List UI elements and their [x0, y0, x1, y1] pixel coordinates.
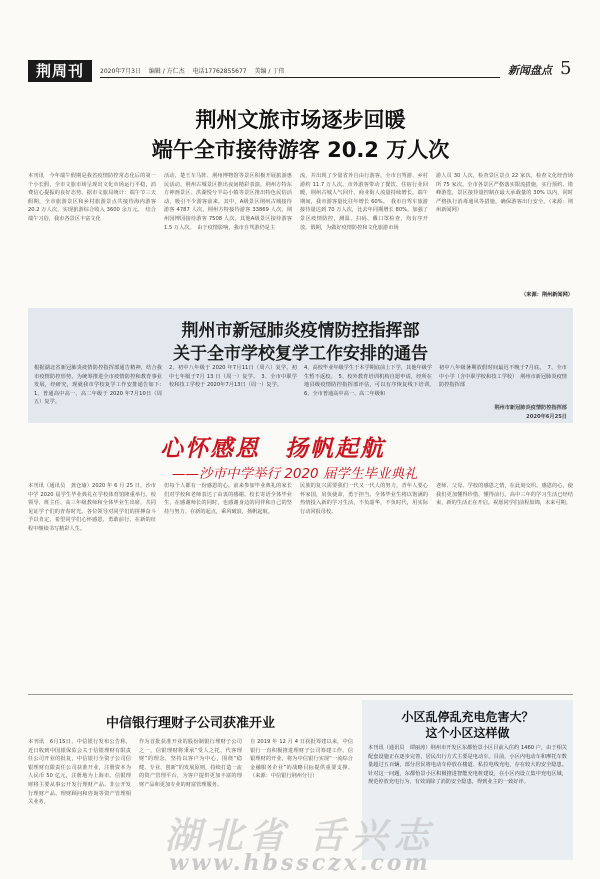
- article-tourism-col4: 游人员 30 人次，检查景区景点 22 家次，检查文化经营场所 75 家次。全市各景区严格落实限流措施，实行预约、错峰游览，景区接待量控制在最大承载量的 30% 以内，同时严格执行消毒通风等措施，确保游客出行安全。（来源：荆州新闻网）: [436, 173, 573, 214]
- article-school-notice: [28, 308, 573, 423]
- watermark-logo: 湖北省 舌兴志: [164, 815, 436, 857]
- citic-col3: 自 2019 年 12 月 4 日获批筹建以来，中信银行一直积极推进理财子公司筹建工作。信银理财的开业，将为中信银行实现“一流综合金融服务企业”的战略目标提供重要支撑。（来源：中信银行荆州分行）: [250, 739, 353, 780]
- graduation-subtitle: ——沙市中学举行 2020 届学生毕业典礼: [172, 466, 418, 482]
- section-name: 新闻盘点: [508, 64, 552, 77]
- graduation-col3: 民族的复兴需要我们一代又一代人的努力，青年人要心怀家国，肩负使命，勇于担当。全体毕业生将以饱满的热情投入新的学习生活，不负韶华，不负时代，用实际行动回报母校。: [300, 483, 428, 515]
- notice-col3: 4、高校毕业年级学生于本学期底前上下学，其他年级学生暂不返校。 5、校外教育培训机构自愿申请，经所在地县级疫情防控指挥部评估，可以有序恢复线下培训。 6、全市普通高中高一、高二年级和: [304, 365, 438, 397]
- watermark-url: www.hbssczx.com: [169, 850, 431, 876]
- page-header: [28, 60, 573, 82]
- graduation-col4: 老师、父母、学校的感恩之情，在此刻交织。感恩的心，使我们更加懂得珍惜，懂得前行。高中三年的学习生活已经结束，新的生活正在开启。祝愿同学们前程似锦，未来可期。: [436, 483, 573, 507]
- graduation-col1: 本刊讯（通讯员 龚仓瑜）2020 年 6 月 25 日，沙市中学 2020 届学生毕业典礼在学校体育馆隆重举行。校领导、班主任、高三年级教师和全体毕业生出席，共同见证学子们的青春时光。各位领导对同学们的拼搏奋斗予以肯定，希望同学们心怀感恩，勇敢前行，在新的征程中继续书写精彩人生。: [28, 483, 156, 532]
- issue-date: 2020年7月3日: [100, 68, 141, 75]
- citic-col2: 作为首批获准开业的股份制银行理财子公司之一，信银理财将秉承“受人之托、代客理财”的理念，坚持以客户为中心，围绕“稳健、专业、创新”的发展原则，持续打造一流的资产管理平台，为客户提供更加丰富的理财产品和更加专业的财富管理服务。: [139, 739, 242, 788]
- header-rule: [100, 77, 500, 78]
- graduation-title: 心怀感恩 扬帆起航: [160, 435, 385, 462]
- graduation-col2: 但每个人都有一份感恩的心。前来参加毕业典礼的家长们对学校和老师表达了由衷的感谢。校长寄语全体毕业生，在感谢师长的同时，也感谢身边的同伴和自己的坚持与努力。在新的起点，乘风破浪，扬帆起航。: [164, 483, 292, 515]
- charging-body: 本刊讯（通讯员 谭丽涛）荆州市开发区东都怡景小区目前入住约 1460 户，由于相关配套设施正在逐步完善，居民出行方式主要是电动车。目前，小区内电动车和摩托车数量超过五百辆，部分居民将电动车停放在楼道、私拉电线充电，存在较大的安全隐患。针对这一问题，东都怡景小区积极推进智能充电桩建设，在小区内设立集中充电区域，规范停放充电行为，有效消除了消防安全隐患，得到业主的一致好评。: [368, 745, 567, 786]
- notice-date: 2020年6月25日: [526, 414, 567, 420]
- notice-col4: 初中八年级暑期放假时间最迟不晚于7月底。 7、全市中小学（含中职学校和技工学校） 荆州市新冠肺炎疫情防控指挥部: [439, 365, 567, 389]
- article-tourism-col1: 本刊讯 今年端午假期是我省疫情防控常态化后的第一个小长假，全市文旅市场呈现出文化市场运行平稳，消费信心提振的良好态势。据市文旅局统计：端午节三天假期，全市旅游景区和乡村旅游景点共接待海内游客 20.2 万人次，实现旅游综合收入 3600 余万元。 结合端午习俗，我市各景区丰富文化: [28, 173, 156, 222]
- citic-col1: 本刊讯 6月15日，中信银行发布公告称，近日收到中国银保监会关于信银理财有限责任公司开业的批复，中信银行全资子公司信银理财有限责任公司获准开业，注册资本为人民币 50 亿元，注册地为上海市。信银理财将主要从事公开发行理财产品、非公开发行理财产品、理财顾问和咨询等资产管理相关业务。: [28, 739, 131, 806]
- article-tourism-title-line1: 荆州文旅市场逐步回暖: [195, 108, 406, 132]
- masthead-logo: 荆周刊: [28, 60, 92, 82]
- charging-title-line2: 这个小区这样做: [425, 726, 510, 740]
- page-number: 5: [560, 58, 572, 79]
- notice-title-line2: 关于全市学校复学工作安排的通告: [173, 344, 428, 364]
- section-divider: [28, 694, 573, 695]
- article-tourism-source: （来源：荆州新闻网）: [521, 292, 573, 298]
- citic-title: 中信银行理财子公司获准开业: [105, 716, 275, 731]
- design-credit: 美编 / 丁伟: [254, 68, 285, 75]
- notice-col2: 2、初中八年级于 2020 年7月11日（周六）复学。初中七年级于7月 13 日（周一）复学。 3、全市中职学校和技工学校于 2020年7月13日（周一）复学。: [169, 365, 297, 389]
- editor-phone: 电话17762855677: [192, 68, 247, 75]
- article-tourism-col2: 活动，楚王车马阵、荆州博物馆等景区积极开展旅游惠民活动。荆州古城景区推出夜间精彩表演，荆州方特东方神画景区、洪湖悦兮半岛小镇等景区推出特色民俗活动，吸引不少游客前来。其中，A级景区荆州古城接待游客 4787 人次，荆州方特接待游客 33869 人次，荆州园博园接待游客 7508 人次，其他A级景区接待游客 1.5 万人次。 由于疫情影响，我市自驾游仍是主: [164, 173, 292, 231]
- article-tourism-title-line2: 端午全市接待游客 20.2 万人次: [151, 138, 450, 162]
- notice-col1: 根据湖北省新冠肺炎疫情防控指挥部通告精神，结合我市疫情防控形势，为统筹推进全市疫情防控和教育事业发展，经研究，现就我市学校复学工作安排通告如下： 1、普通高中高一、高二年级于 2020 年7月10日（周五）复学。: [34, 365, 168, 406]
- charging-title-line1: 小区乱停乱充电危害大？: [401, 710, 534, 724]
- editor-credit: 编辑 / 方仁杰: [148, 68, 185, 75]
- notice-title-line1: 荆州市新冠肺炎疫情防控指挥部: [181, 321, 420, 341]
- notice-signature: 荆州市新冠肺炎疫情防控指挥部: [494, 405, 567, 411]
- article-tourism-col3: 流，并出现了少量省外自由行游客。全市自驾游、乡村游约 11.7 万人次。市外游客带动了餐饮、住宿行业回暖，荆州古城人气回升，商业街人流量持续增长。端午期间，我市游客量比往年增长 60%。 我市自驾车旅游接待量达到 70 万人次，比去年同期增长 80%。加强了景区疫情防控，测温、扫码、戴口罩检查，均有序开放。假期，为做好疫情防控和文化旅游市场: [300, 173, 428, 231]
- header-meta: [100, 66, 290, 75]
